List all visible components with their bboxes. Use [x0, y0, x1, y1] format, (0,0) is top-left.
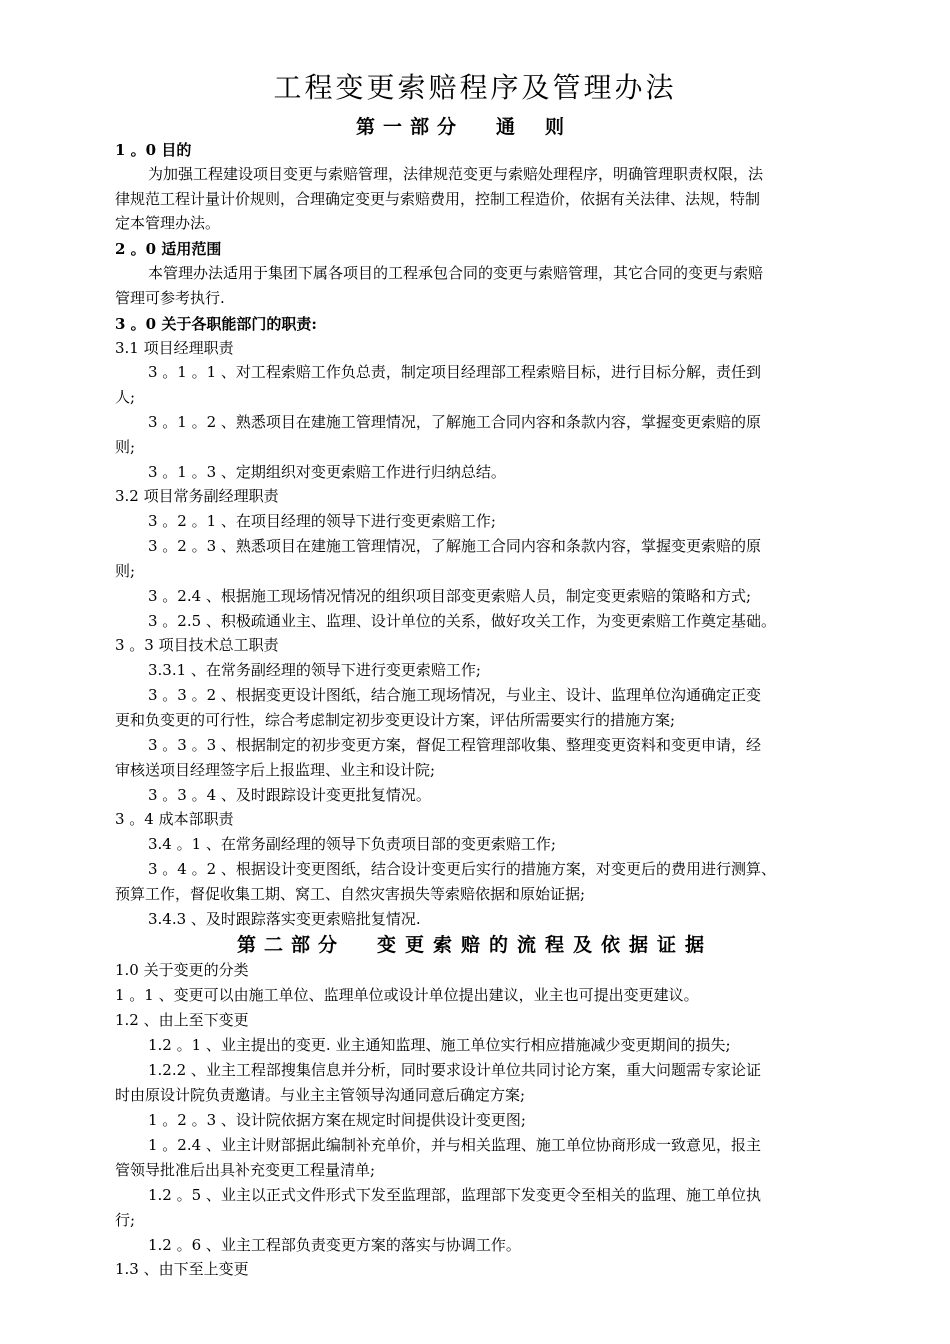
paragraph-line: 3 。4 。2 、根据设计变更图纸，结合设计变更后实行的措施方案，对变更后的费用进行测算、 — [148, 860, 776, 878]
part-two-label: 第二部分 — [236, 934, 345, 956]
part-one-label: 第一部分 — [355, 116, 464, 138]
paragraph-line: 3 。1 。2 、熟悉项目在建施工管理情况，了解施工合同内容和条款内容，掌握变更索赔的原 — [148, 413, 761, 431]
paragraph-line: 1 。1 、变更可以由施工单位、监理单位或设计单位提出建议，业主也可提出变更建议。 — [115, 986, 699, 1004]
paragraph-line: 3 。2.4 、根据施工现场情况情况的组织项目部变更索赔人员，制定变更索赔的策略和方式; — [148, 587, 751, 605]
section-heading: 3 。0 关于各职能部门的职责: — [115, 315, 317, 333]
paragraph-line: 时由原设计院负责邀请。与业主主管领导沟通同意后确定方案; — [115, 1086, 526, 1104]
paragraph-line: 则; — [115, 562, 136, 580]
part-two-name: 变更索赔的流程及依据证据 — [377, 934, 714, 956]
paragraph-line: 预算工作，督促收集工期、窝工、自然灾害损失等索赔依据和原始证据; — [115, 885, 586, 903]
part-one-heading — [0, 114, 950, 140]
paragraph-line: 更和负变更的可行性，综合考虑制定初步变更设计方案，评估所需要实行的措施方案; — [115, 711, 676, 729]
paragraph-line: 3 。1 。1 、对工程索赔工作负总责，制定项目经理部工程索赔目标，进行目标分解，责任到 — [148, 363, 761, 381]
paragraph-line: 管理可参考执行. — [115, 289, 225, 307]
paragraph-line: 1.2 。1 、业主提出的变更. 业主通知监理、施工单位实行相应措施减少变更期间的损失; — [148, 1036, 731, 1054]
section-heading: 1.2 、由上至下变更 — [115, 1011, 249, 1029]
paragraph-line: 3 。2 。3 、熟悉项目在建施工管理情况，了解施工合同内容和条款内容，掌握变更索赔的原 — [148, 537, 761, 555]
paragraph-line: 定本管理办法。 — [115, 214, 221, 232]
paragraph-line: 3 。1 。3 、定期组织对变更索赔工作进行归纳总结。 — [148, 463, 506, 481]
paragraph-line: 3 。2.5 、积极疏通业主、监理、设计单位的关系，做好攻关工作，为变更索赔工作奠定基础。 — [148, 612, 776, 630]
paragraph-line: 1.2 。6 、业主工程部负责变更方案的落实与协调工作。 — [148, 1236, 521, 1254]
section-heading: 1 。0 目的 — [115, 141, 192, 159]
section-heading: 1.0 关于变更的分类 — [115, 961, 249, 979]
paragraph-line: 管领导批准后出具补充变更工程量清单; — [115, 1161, 376, 1179]
section-heading: 1.3 、由下至上变更 — [115, 1260, 249, 1278]
paragraph-line: 1.2.2 、业主工程部搜集信息并分析，同时要求设计单位共同讨论方案，重大问题需专家论证 — [148, 1061, 761, 1079]
subsection-heading: 3.1 项目经理职责 — [115, 339, 234, 357]
paragraph-line: 3 。3 。3 、根据制定的初步变更方案，督促工程管理部收集、整理变更资料和变更申请，经 — [148, 736, 761, 754]
paragraph-line: 1 。2 。3 、设计院依据方案在规定时间提供设计变更图; — [148, 1111, 526, 1129]
paragraph-line: 人; — [115, 388, 136, 406]
subsection-heading: 3 。3 项目技术总工职责 — [115, 636, 279, 654]
paragraph-line: 3 。3 。2 、根据变更设计图纸，结合施工现场情况，与业主、设计、监理单位沟通确定正变 — [148, 686, 761, 704]
paragraph-line: 行; — [115, 1211, 136, 1229]
paragraph-line: 3.4 。1 、在常务副经理的领导下负责项目部的变更索赔工作; — [148, 835, 556, 853]
paragraph-line: 1 。2.4 、业主计财部据此编制补充单价，并与相关监理、施工单位协商形成一致意见，报主 — [148, 1136, 761, 1154]
document-title: 工程变更索赔程序及管理办法 — [273, 71, 677, 104]
paragraph-line: 1.2 。5 、业主以正式文件形式下发至监理部，监理部下发变更令至相关的监理、施工单位执 — [148, 1186, 761, 1204]
paragraph-line: 3.3.1 、在常务副经理的领导下进行变更索赔工作; — [148, 661, 481, 679]
subsection-heading: 3 。4 成本部职责 — [115, 810, 234, 828]
paragraph-line: 审核送项目经理签字后上报监理、业主和设计院; — [115, 761, 436, 779]
part-one-name: 通则 — [496, 116, 595, 138]
paragraph-line: 3 。2 。1 、在项目经理的领导下进行变更索赔工作; — [148, 512, 496, 530]
part-two-heading — [0, 932, 950, 958]
subsection-heading: 3.2 项目常务副经理职责 — [115, 487, 279, 505]
paragraph-line: 3.4.3 、及时跟踪落实变更索赔批复情况. — [148, 910, 421, 928]
section-heading: 2 。0 适用范围 — [115, 240, 222, 258]
paragraph-line: 律规范工程计量计价规则，合理确定变更与索赔费用，控制工程造价，依据有关法律、法规，特制 — [115, 190, 761, 208]
paragraph-line: 为加强工程建设项目变更与索赔管理，法律规范变更与索赔处理程序，明确管理职责权限，法 — [148, 165, 764, 183]
paragraph-line: 本管理办法适用于集团下属各项目的工程承包合同的变更与索赔管理，其它合同的变更与索赔 — [148, 264, 764, 282]
paragraph-line: 则; — [115, 438, 136, 456]
paragraph-line: 3 。3 。4 、及时跟踪设计变更批复情况。 — [148, 786, 431, 804]
